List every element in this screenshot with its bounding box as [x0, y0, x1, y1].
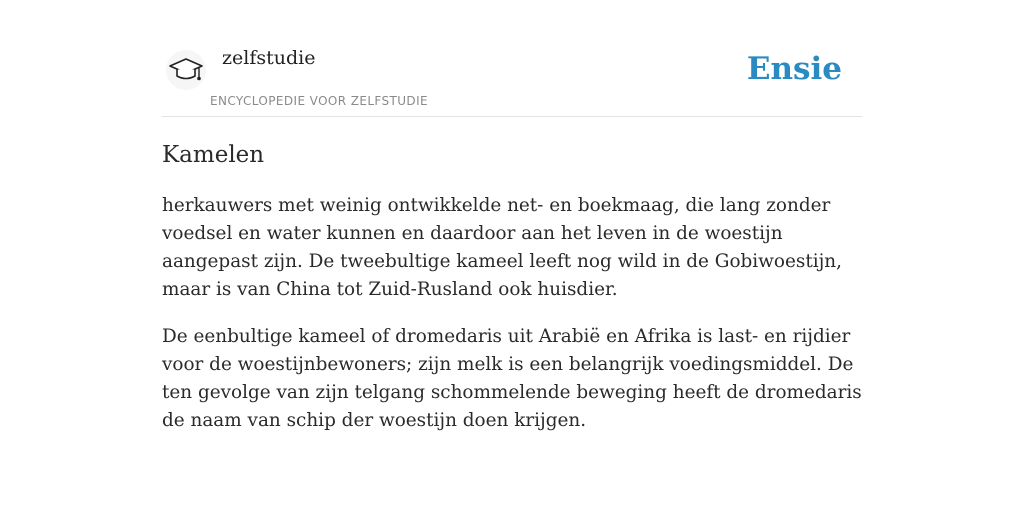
site-tagline: ENCYCLOPEDIE VOOR ZELFSTUDIE: [210, 94, 428, 108]
article-title: Kamelen: [162, 142, 265, 168]
site-header: [162, 0, 862, 117]
brand-logo[interactable]: Ensie: [746, 51, 842, 87]
graduation-cap-icon[interactable]: [166, 50, 206, 90]
site-name[interactable]: zelfstudie: [222, 47, 316, 69]
article-body: [162, 192, 867, 454]
article-paragraph: De eenbultige kameel of dromedaris uit Arabië en Afrika is last- en rijdier voor de woestijnbewoners; zijn melk is een belangrijk voedingsmiddel. De ten gevolge van zijn telgang schommelende beweging heeft de dromedaris de naam van schip der woestijn doen krijgen.: [162, 326, 862, 431]
article-paragraph: herkauwers met weinig ontwikkelde net- en boekmaag, die lang zonder voedsel en water kunnen en daardoor aan het leven in de woestijn aangepast zijn. De tweebultige kameel leeft nog wild in de Gobiwoestijn, maar is van China tot Zuid-Rusland ook huisdier.: [162, 195, 842, 300]
